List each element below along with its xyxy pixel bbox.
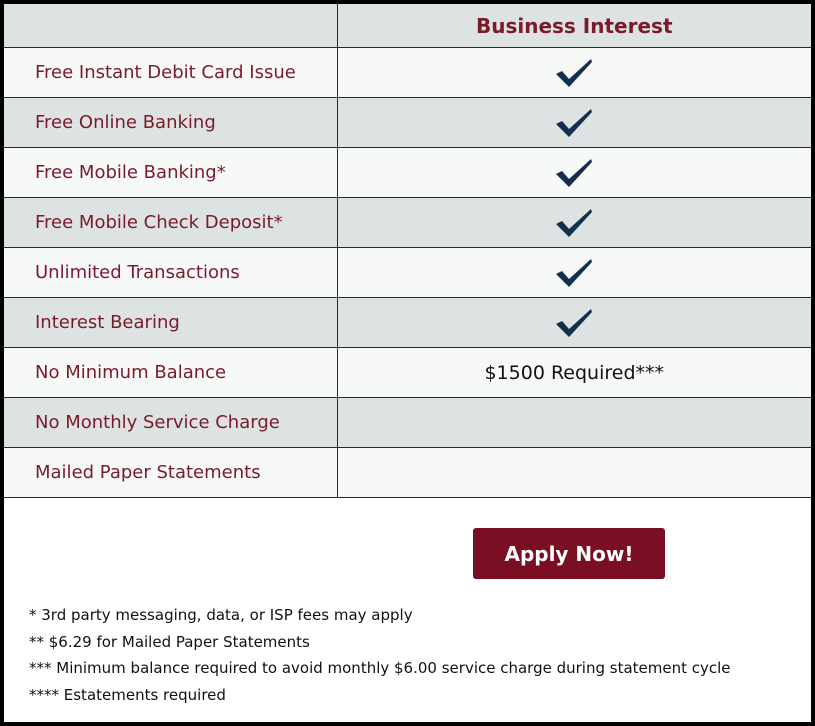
- table-row: [4, 148, 811, 198]
- footnote: ** $6.29 for Mailed Paper Statements: [29, 632, 310, 651]
- checkmark-icon: [554, 207, 594, 239]
- feature-value: [337, 398, 811, 448]
- footnote: * 3rd party messaging, data, or ISP fees may apply: [29, 606, 413, 624]
- feature-value: [337, 248, 811, 298]
- feature-label: Free Online Banking: [4, 98, 337, 148]
- checkmark-icon: [554, 157, 594, 189]
- feature-value: [337, 448, 811, 498]
- table-row: [4, 198, 811, 248]
- feature-label: Free Mobile Banking*: [4, 148, 337, 198]
- checkmark-icon: [554, 107, 594, 139]
- checkmark-icon: [554, 257, 594, 289]
- feature-value: [337, 48, 811, 98]
- feature-label: Free Mobile Check Deposit*: [4, 198, 337, 248]
- feature-value-text: $1500 Required***: [337, 348, 811, 398]
- table-row: [4, 348, 811, 398]
- feature-value: [337, 148, 811, 198]
- footnote: *** Minimum balance required to avoid monthly $6.00 service charge during statement cycle: [29, 659, 731, 677]
- feature-value: [337, 98, 811, 148]
- footnote: **** Estatements required: [29, 685, 226, 704]
- column-title: Business Interest: [337, 4, 811, 48]
- feature-label: Mailed Paper Statements: [4, 448, 337, 498]
- feature-label: No Minimum Balance: [4, 348, 337, 398]
- table-row: [4, 298, 811, 348]
- header-empty-cell: [4, 4, 337, 48]
- feature-label: Unlimited Transactions: [4, 248, 337, 298]
- feature-label: No Monthly Service Charge: [4, 398, 337, 448]
- comparison-panel: [4, 4, 811, 722]
- table-header-row: [4, 4, 811, 48]
- feature-table: [4, 4, 811, 498]
- feature-value: [337, 198, 811, 248]
- table-row: [4, 98, 811, 148]
- feature-value: [337, 298, 811, 348]
- apply-now-button[interactable]: Apply Now!: [473, 528, 665, 579]
- checkmark-icon: [554, 307, 594, 339]
- table-row: [4, 398, 811, 448]
- table-row: [4, 248, 811, 298]
- table-row: [4, 448, 811, 498]
- feature-label: Free Instant Debit Card Issue: [4, 48, 337, 98]
- feature-label: Interest Bearing: [4, 298, 337, 348]
- apply-button-wrapper: [473, 528, 665, 579]
- footnotes: [29, 602, 731, 708]
- checkmark-icon: [554, 57, 594, 89]
- table-row: [4, 48, 811, 98]
